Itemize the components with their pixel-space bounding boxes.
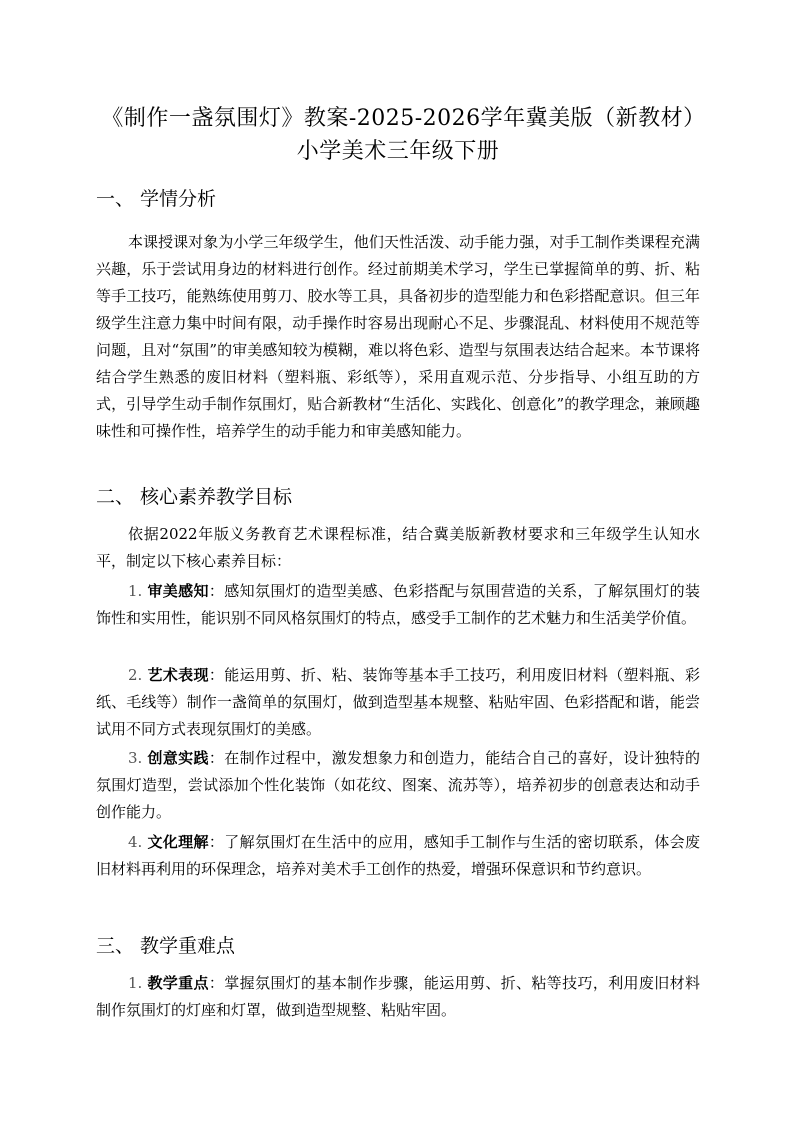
- objective-item: [96, 578, 700, 632]
- section-heading-objectives: 二、 核心素养教学目标: [96, 486, 293, 508]
- key-point-number: 1.: [128, 974, 143, 992]
- section-heading-analysis: 一、 学情分析: [96, 188, 217, 210]
- key-point-label: 教学重点: [147, 974, 209, 992]
- objective-label: 艺术表现: [147, 666, 209, 684]
- objective-text: ：在制作过程中，激发想象力和创造力，能结合自己的喜好，设计独特的氛围灯造型，尝试添加个性化装饰（如花纹、图案、流苏等），培养初步的创意表达和动手创作能力。: [96, 749, 700, 821]
- key-point-text: ：掌握氛围灯的基本制作步骤，能运用剪、折、粘等技巧，利用废旧材料制作氛围灯的灯座和灯罩，做到造型规整、粘贴牢固。: [96, 974, 700, 1019]
- section-heading-key-points: 三、 教学重难点: [96, 935, 236, 957]
- objective-label: 审美感知: [147, 582, 209, 600]
- objective-item: [96, 662, 700, 743]
- objective-text: ：能运用剪、折、粘、装饰等基本手工技巧，利用废旧材料（塑料瓶、彩纸、毛线等）制作一盏简单的氛围灯，做到造型基本规整、粘贴牢固、色彩搭配和谐，能尝试用不同方式表现氛围灯的美感。: [96, 666, 700, 738]
- objective-label: 文化理解: [147, 833, 209, 851]
- objective-label: 创意实践: [147, 749, 209, 767]
- objective-number: 4.: [128, 833, 143, 851]
- objective-number: 2.: [128, 666, 143, 684]
- document-title: 《制作一盏氛围灯》教案-2025-2026学年冀美版（新教材）小学美术三年级下册: [101, 106, 695, 164]
- analysis-paragraph: 本课授课对象为小学三年级学生，他们天性活泼、动手能力强，对手工制作类课程充满兴趣，乐于尝试用身边的材料进行创作。经过前期美术学习，学生已掌握简单的剪、折、粘等手工技巧，能熟练使用剪刀、胶水等工具，具备初步的造型能力和色彩搭配意识。但三年级学生注意力集中时间有限，动手操作时容易出现耐心不足、步骤混乱、材料使用不规范等问题，且对“氛围”的审美感知较为模糊，难以将色彩、造型与氛围表达结合起来。本节课将结合学生熟悉的废旧材料（塑料瓶、彩纸等），采用直观示范、分步指导、小组互助的方式，引导学生动手制作氛围灯，贴合新教材“生活化、实践化、创意化”的教学理念，兼顾趣味性和可操作性，培养学生的动手能力和审美感知能力。: [96, 233, 700, 440]
- objective-item: [96, 829, 700, 883]
- key-point-item: [96, 970, 700, 1024]
- objective-text: ：了解氛围灯在生活中的应用，感知手工制作与生活的密切联系，体会废旧材料再利用的环保理念，培养对美术手工创作的热爱，增强环保意识和节约意识。: [96, 833, 700, 878]
- objective-number: 1.: [128, 582, 143, 600]
- objective-number: 3.: [128, 749, 143, 767]
- objective-item: [96, 745, 700, 826]
- objectives-intro: 依据2022年版义务教育艺术课程标准，结合冀美版新教材要求和三年级学生认知水平，制定以下核心素养目标：: [96, 525, 700, 570]
- objective-text: ：感知氛围灯的造型美感、色彩搭配与氛围营造的关系，了解氛围灯的装饰性和实用性，能识别不同风格氛围灯的特点，感受手工制作的艺术魅力和生活美学价值。: [96, 582, 700, 627]
